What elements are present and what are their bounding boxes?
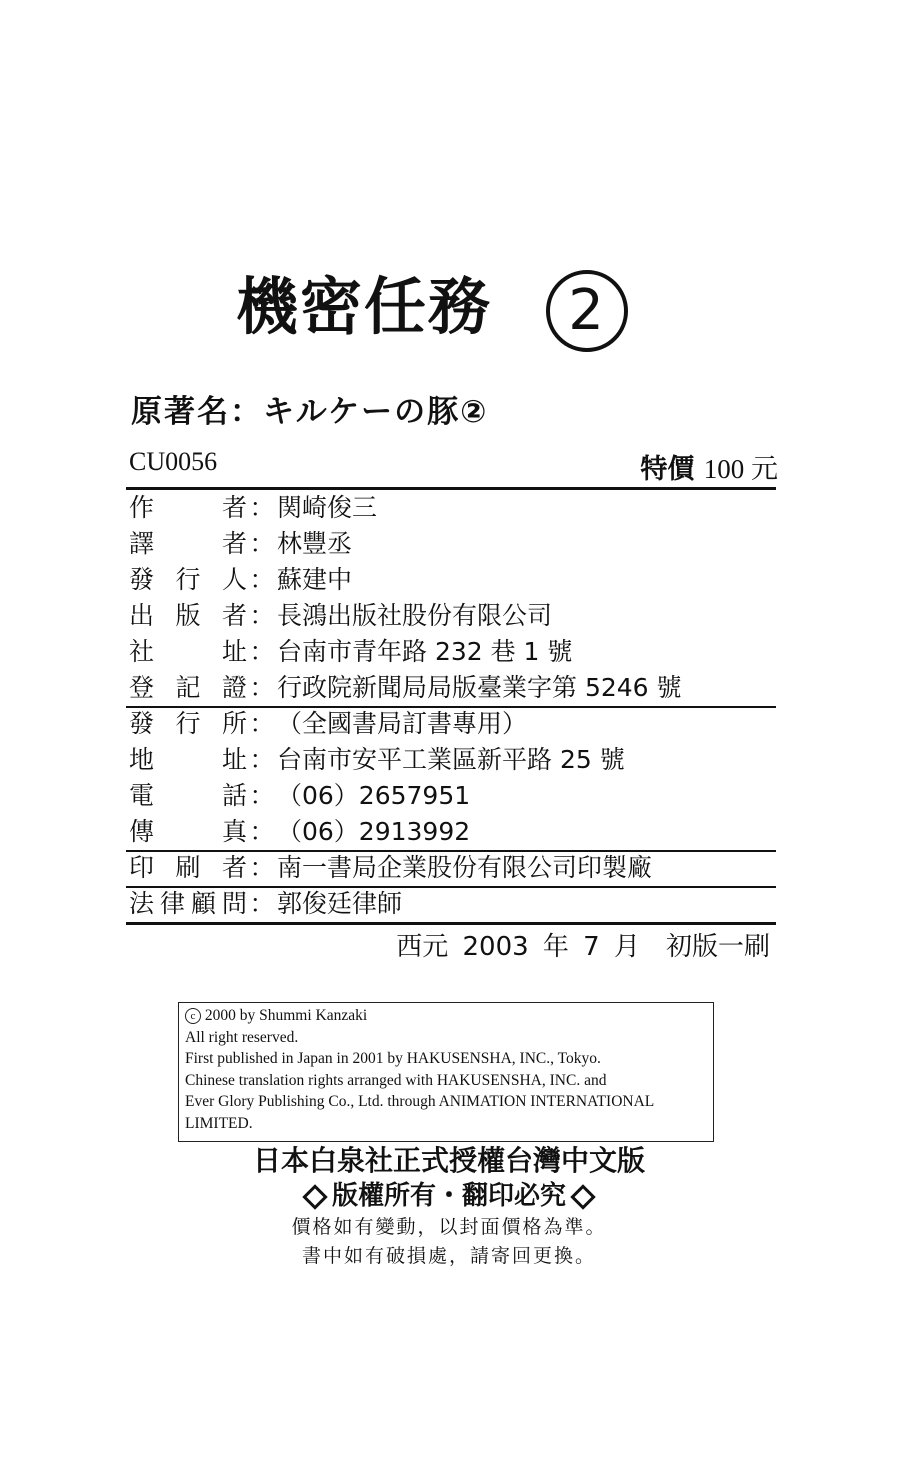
colon: ： (249, 709, 275, 738)
divider (126, 487, 776, 490)
credit-row (129, 888, 402, 920)
price-label: 特價 (640, 454, 695, 485)
price-value: 100 元 (703, 454, 778, 484)
divider (126, 922, 776, 925)
colon: ： (249, 565, 275, 594)
credit-label: 地址 (129, 745, 247, 774)
credit-label: 發行所 (129, 709, 247, 738)
credit-label: 作者 (129, 493, 247, 522)
colon: ： (249, 673, 275, 702)
copyright-line: LIMITED. (185, 1114, 253, 1132)
credit-label: 出版者 (129, 601, 247, 630)
credit-value: （06）2657951 (277, 781, 471, 810)
colon: ： (249, 601, 275, 630)
credit-value: 林豐丞 (277, 529, 353, 558)
credit-row (129, 636, 572, 668)
colon: ： (249, 529, 275, 558)
copyright-line: First published in Japan in 2001 by HAKUSENSHA, INC., Tokyo. (185, 1050, 601, 1067)
credit-value: （全國書局訂書專用） (277, 709, 528, 738)
title-text: 機密任務 (236, 270, 493, 343)
license-statement: 日本白泉社正式授權台灣中文版 (252, 1144, 645, 1177)
credit-row (129, 816, 470, 848)
credit-value: 郭俊廷律師 (277, 889, 403, 918)
credit-value: 南一書局企業股份有限公司印製廠 (277, 853, 653, 882)
volume-number: 2 (546, 270, 628, 352)
credit-row (129, 600, 552, 632)
credit-row (129, 564, 352, 596)
copyright-line: Ever Glory Publishing Co., Ltd. through ANIMATION INTERNATIONAL (185, 1093, 655, 1110)
colon: ： (249, 889, 275, 918)
credit-row (129, 852, 652, 884)
credit-value: 台南市安平工業區新平路 25 號 (277, 745, 625, 774)
rights-statement (0, 1180, 908, 1212)
credit-label: 發行人 (129, 565, 247, 594)
credit-row (129, 708, 527, 740)
credit-value: 台南市青年路 232 巷 1 號 (277, 637, 573, 666)
credit-label: 譯者 (129, 529, 247, 558)
credit-row (129, 744, 625, 776)
colon: ： (249, 493, 275, 522)
copyright-line: Chinese translation rights arranged with HAKUSENSHA, INC. and (185, 1071, 607, 1089)
colon: ： (249, 745, 275, 774)
divider (126, 706, 776, 708)
edition-date: 西元 2003 年 7 月 初版一刷 (396, 932, 770, 962)
credit-label: 登記證 (129, 673, 247, 702)
price-note: 價格如有變動，以封面價格為準。 (291, 1216, 607, 1238)
copyright-line: All right reserved. (185, 1028, 299, 1046)
colon: ： (249, 781, 275, 810)
credit-value: 行政院新聞局局版臺業字第 5246 號 (277, 673, 682, 702)
credit-label: 法律顧問 (129, 889, 247, 918)
colon: ： (249, 853, 275, 882)
diamond-icon (570, 1184, 595, 1209)
rights-text: 版權所有・翻印必究 (331, 1181, 566, 1211)
book-title (236, 262, 628, 352)
credit-value: 長鴻出版社股份有限公司 (277, 601, 553, 630)
copyright-line: 2000 by Shummi Kanzaki (204, 1007, 368, 1024)
credit-label: 電話 (129, 781, 247, 810)
product-code: CU0056 (129, 447, 218, 476)
diamond-icon (302, 1184, 327, 1209)
colon: ： (249, 817, 275, 846)
credit-row (129, 672, 682, 704)
copyright-box (178, 1002, 714, 1142)
credit-value: （06）2913992 (277, 817, 471, 846)
original-title: 原著名：キルケーの豚② (131, 394, 489, 430)
credit-row (129, 780, 470, 812)
credit-label: 印刷者 (129, 853, 247, 882)
divider (126, 850, 776, 852)
credit-label: 社址 (129, 637, 247, 666)
copyright-symbol: c (185, 1008, 201, 1024)
credit-row (129, 492, 377, 524)
damage-note: 書中如有破損處，請寄回更換。 (301, 1245, 596, 1267)
price (640, 452, 778, 486)
credit-value: 関崎俊三 (277, 493, 378, 522)
credit-row (129, 528, 352, 560)
credit-label: 傳真 (129, 817, 247, 846)
colon: ： (249, 637, 275, 666)
credit-value: 蘇建中 (277, 565, 353, 594)
divider (126, 886, 776, 888)
